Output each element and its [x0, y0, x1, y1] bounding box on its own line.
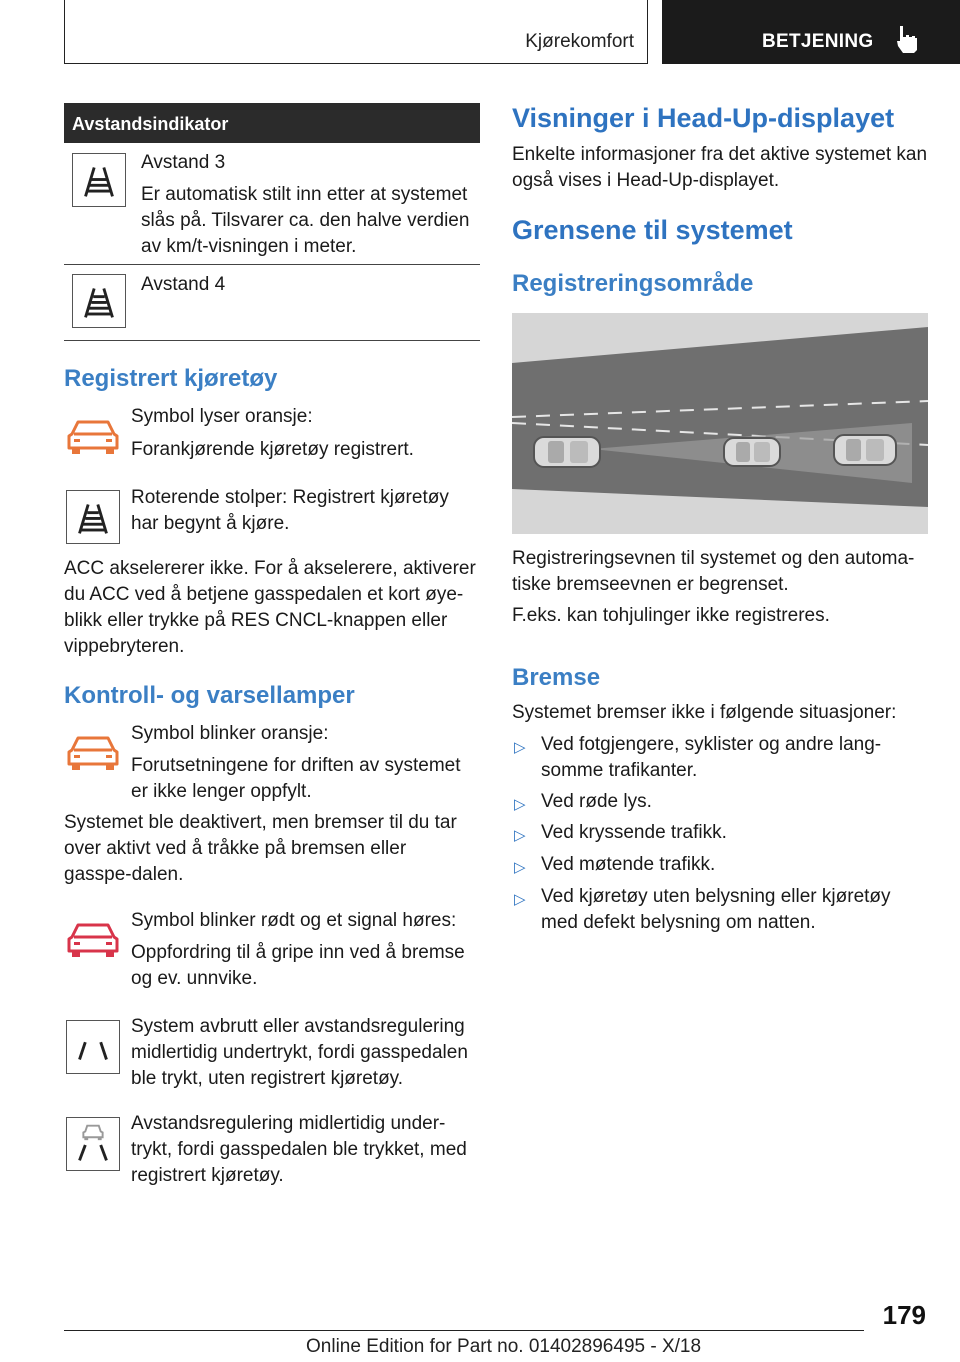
- brake-item-2: Ved røde lys.: [541, 791, 652, 812]
- row1-title: Avstand 3: [141, 152, 226, 173]
- bullet-arrow-icon: ▷: [514, 891, 526, 908]
- detected-item2-text: Roterende stolper: Registrert kjøretøy har begynt å kjøre.: [131, 487, 449, 534]
- distance-3-icon: [72, 153, 126, 207]
- lamps-item1-line1: Symbol blinker oransje:: [131, 723, 329, 744]
- vehicle-blinking-orange-icon: [66, 730, 120, 774]
- hud-paragraph: Enkelte informasjoner fra det aktive systemet kan også vises i Head-Up-displayet.: [512, 144, 928, 191]
- row1-description: Er automatisk stilt inn etter at systemet slås på. Tilsvarer ca. den halve verdien av km/t-visningen i meter.: [141, 184, 470, 257]
- bullet-arrow-icon: ▷: [514, 739, 526, 756]
- brake-item-4: Ved møtende trafikk.: [541, 854, 716, 875]
- row2-title: Avstand 4: [141, 274, 226, 295]
- lamps-item2-line2: Oppfordring til å gripe inn ved å bremse og ev. unnvike.: [131, 942, 465, 989]
- brake-item-1: Ved fotgjengere, syklister og andre lang-somme trafikanter.: [541, 734, 882, 781]
- pointing-hand-icon: [894, 24, 920, 54]
- header-chapter-title: BETJENING: [762, 31, 874, 52]
- table-bottom-rule: [64, 340, 480, 341]
- footer-edition: Online Edition for Part no. 01402896495 - X/18: [306, 1336, 702, 1357]
- brake-heading: Bremse: [512, 664, 601, 691]
- far-car-icon: [834, 435, 896, 465]
- bullet-arrow-icon: ▷: [514, 827, 526, 844]
- limits-paragraph1: Registreringsevnen til systemet og den automa-tiske bremseevnen er begrenset.: [512, 548, 915, 595]
- page-number: 179: [882, 1300, 926, 1330]
- distance-4-icon: [72, 274, 126, 328]
- rotating-bars-icon: [66, 490, 120, 544]
- deactivated-paragraph: Systemet ble deaktivert, men bremser til du tar over aktivt ved å tråkke på bremsen eller gasspe-dalen.: [64, 812, 457, 885]
- brake-intro: Systemet bremser ikke i følgende situasjoner:: [512, 702, 897, 723]
- limits-paragraph2: F.eks. kan tohjulinger ikke registreres.: [512, 605, 830, 626]
- indicator-lamps-heading: Kontroll- og varsellamper: [64, 682, 355, 709]
- detection-range-heading: Registreringsområde: [512, 270, 754, 297]
- bullet-arrow-icon: ▷: [514, 859, 526, 876]
- brake-item-5: Ved kjøretøy uten belysning eller kjøretøy med defekt belysning om natten.: [541, 886, 891, 933]
- brake-item-3: Ved kryssende trafikk.: [541, 822, 727, 843]
- table-heading: Avstandsindikator: [72, 114, 229, 134]
- lamps-item2-line1: Symbol blinker rødt og et signal høres:: [131, 910, 457, 931]
- detection-range-illustration: [512, 313, 928, 534]
- lamps-item4-text: Avstandsregulering midlertidig under-trykt, fordi gasspedalen ble trykket, med registrert kjøretøy.: [131, 1113, 467, 1186]
- own-car-icon: [534, 437, 600, 467]
- distance-indicator-table-header: [64, 103, 480, 143]
- hud-heading: Visninger i Head-Up-displayet: [512, 103, 895, 133]
- header-section-title: Kjørekomfort: [525, 31, 634, 52]
- detected-item1-line2: Forankjørende kjøretøy registrert.: [131, 439, 414, 460]
- detected-vehicle-heading: Registrert kjøretøy: [64, 365, 278, 392]
- lanes-no-vehicle-icon: [66, 1020, 120, 1074]
- vehicle-blinking-red-icon: [66, 917, 120, 961]
- lamps-item3-text: System avbrutt eller avstandsregulering midlertidig undertrykt, fordi gasspedalen ble trykt, uten registrert kjøretøy.: [131, 1016, 468, 1089]
- table-row-divider: [64, 264, 480, 265]
- bullet-arrow-icon: ▷: [514, 796, 526, 813]
- footer-rule: [64, 1330, 864, 1331]
- lanes-with-vehicle-icon: [66, 1117, 120, 1171]
- vehicle-detected-orange-icon: [66, 414, 120, 458]
- limits-heading: Grensene til systemet: [512, 215, 793, 245]
- acc-paragraph: ACC akselererer ikke. For å akselerere, aktiverer du ACC ved å betjene gasspedalen et kort øye-blikk eller trykke på RES CNCL-knappen eller vippebryteren.: [64, 558, 476, 657]
- front-car-icon: [724, 438, 780, 466]
- lamps-item1-line2: Forutsetningene for driften av systemet er ikke lenger oppfylt.: [131, 755, 461, 802]
- detected-item1-line1: Symbol lyser oransje:: [131, 406, 313, 427]
